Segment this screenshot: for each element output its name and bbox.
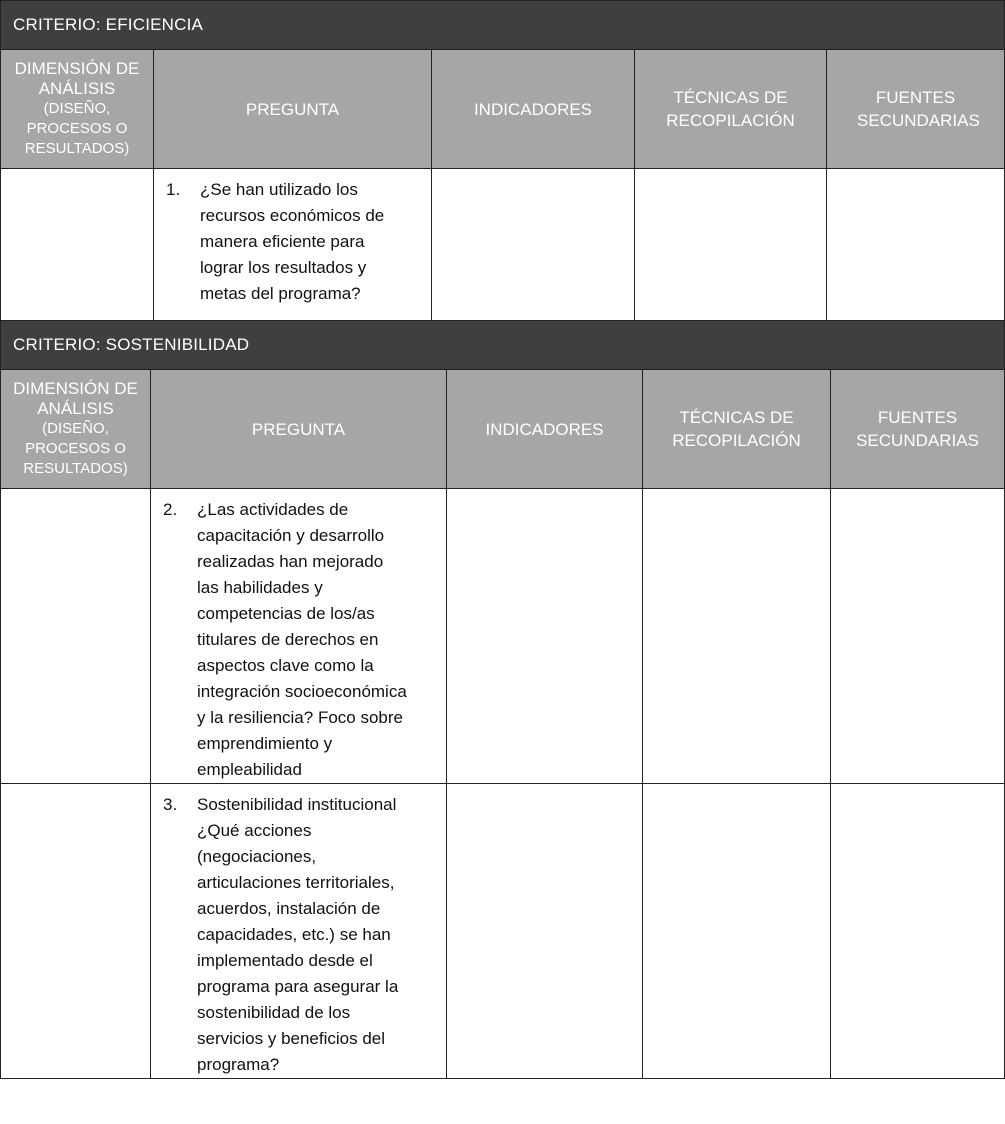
criteria-table-sostenibilidad [0, 320, 1005, 1079]
cell-indicadores[interactable] [432, 169, 635, 321]
header-dimension-sub: (DISEÑO, PROCESOS O RESULTADOS) [23, 420, 128, 477]
header-pregunta: PREGUNTA [154, 50, 432, 169]
header-dimension-label: DIMENSIÓN DE ANÁLISIS [14, 59, 140, 98]
cell-fuentes[interactable] [831, 489, 1005, 784]
cell-indicadores[interactable] [447, 489, 643, 784]
cell-tecnicas[interactable] [635, 169, 827, 321]
question-number: 3. [163, 795, 178, 814]
table-row [1, 784, 1005, 1079]
cell-dimension[interactable] [1, 784, 151, 1079]
cell-fuentes[interactable] [827, 169, 1005, 321]
header-indicadores: INDICADORES [447, 370, 643, 489]
question-number: 1. [166, 180, 181, 199]
section-title: CRITERIO: SOSTENIBILIDAD [1, 321, 1005, 370]
cell-dimension[interactable] [1, 489, 151, 784]
header-fuentes: FUENTES SECUNDARIAS [827, 50, 1005, 169]
header-fuentes: FUENTES SECUNDARIAS [831, 370, 1005, 489]
cell-tecnicas[interactable] [643, 784, 831, 1079]
section-sostenibilidad [0, 320, 1004, 1079]
header-dimension [1, 370, 151, 489]
header-dimension-label: DIMENSIÓN DE ANÁLISIS [13, 379, 138, 418]
question-text: Sostenibilidad institucional ¿Qué acciones (negociaciones, articulaciones territoriales, acuerdos, instalación de capacidades, etc.) se han implementado desde el programa para asegurar la sostenibilidad de los servicios y beneficios del programa? [197, 795, 399, 1074]
question-text: ¿Las actividades de capacitación y desarrollo realizadas han mejorado las habilidades y competencias de los/as titulares de derechos en aspectos clave como la integración socioeconómica y la resiliencia? Foco sobre emprendimiento y empleabilidad [197, 500, 407, 779]
header-dimension-sub: (DISEÑO, PROCESOS O RESULTADOS) [24, 100, 130, 157]
cell-pregunta [151, 489, 447, 784]
header-dimension [1, 50, 154, 169]
cell-dimension[interactable] [1, 169, 154, 321]
cell-fuentes[interactable] [831, 784, 1005, 1079]
cell-indicadores[interactable] [447, 784, 643, 1079]
header-pregunta: PREGUNTA [151, 370, 447, 489]
section-eficiencia [0, 0, 1004, 321]
question-text: ¿Se han utilizado los recursos económicos de manera eficiente para lograr los resultados y metas del programa? [200, 180, 385, 303]
cell-pregunta [151, 784, 447, 1079]
table-row [1, 169, 1005, 321]
cell-tecnicas[interactable] [643, 489, 831, 784]
table-row [1, 489, 1005, 784]
cell-pregunta [154, 169, 432, 321]
header-tecnicas: TÉCNICAS DE RECOPILACIÓN [635, 50, 827, 169]
question-number: 2. [163, 500, 178, 519]
header-indicadores: INDICADORES [432, 50, 635, 169]
section-title: CRITERIO: EFICIENCIA [1, 1, 1005, 50]
header-tecnicas: TÉCNICAS DE RECOPILACIÓN [643, 370, 831, 489]
criteria-table-eficiencia [0, 0, 1005, 321]
